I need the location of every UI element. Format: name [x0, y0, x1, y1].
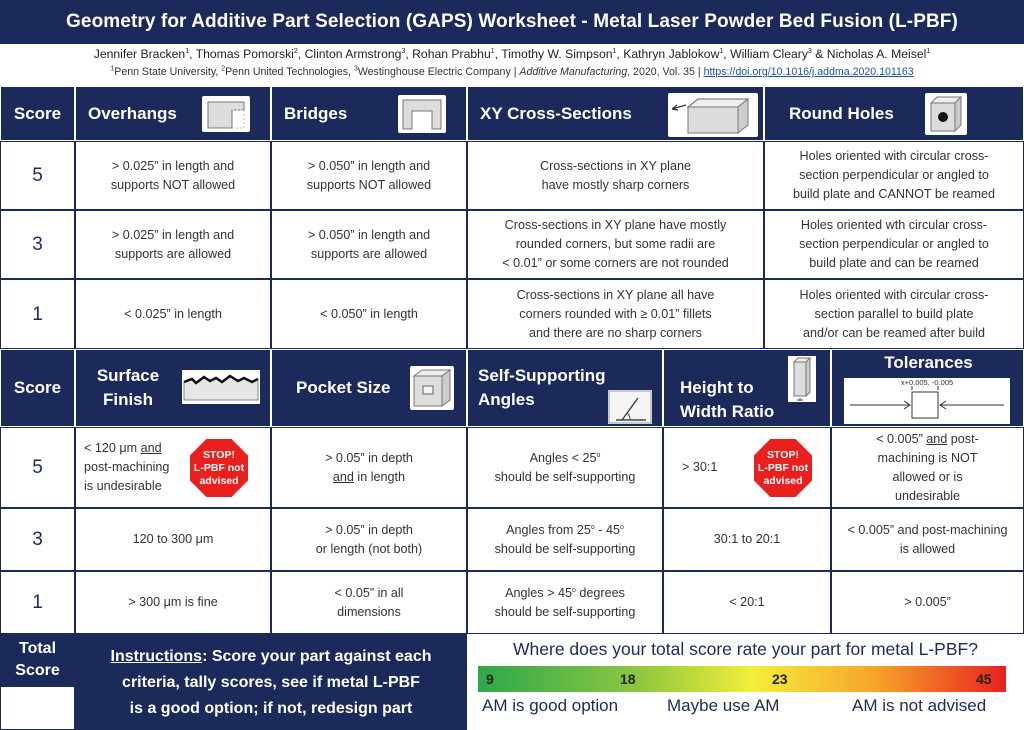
- author-affiliation-sup: 1: [185, 47, 190, 55]
- xy-cross-sections-criterion: [467, 141, 764, 210]
- surface-finish-label-line1: Surface: [96, 366, 160, 385]
- author-name: Thomas Pomorski: [195, 47, 294, 61]
- bridge-icon: [398, 95, 446, 133]
- affiliations: [110, 66, 510, 78]
- score-cell: [0, 279, 75, 349]
- height-width-label-line2: Width Ratio: [680, 402, 775, 421]
- affiliation-name: Penn United Technologies: [225, 66, 349, 78]
- criterion-text-line: dimensions: [337, 604, 401, 619]
- criterion-text-line: section parallel to build plate: [814, 306, 974, 321]
- surface-finish-header: [75, 349, 271, 427]
- round-holes-criterion: [764, 210, 1024, 279]
- criterion-text-line: section perpendicular or angled to: [799, 168, 989, 182]
- stop-sign-line: L-PBF not: [757, 461, 809, 474]
- surface-and: and: [140, 441, 162, 455]
- criterion-text-line: [876, 430, 979, 449]
- total-score-input[interactable]: [0, 686, 75, 730]
- criterion-text-line: machining is NOT: [877, 450, 978, 465]
- criterion-text-line: [84, 439, 162, 458]
- stop-sign-line: STOP!: [767, 448, 799, 461]
- criterion-text-line: < 0.025” in length: [124, 306, 222, 321]
- author-name: Clinton Armstrong: [304, 47, 402, 61]
- surface-finish-criterion: [75, 571, 271, 634]
- tol-and: and: [926, 431, 948, 446]
- self-supporting-label-line1: Self-Supporting: [478, 366, 606, 385]
- round-hole-icon: [925, 93, 967, 135]
- instructions-line3: is a good option; if not, redesign part: [129, 700, 413, 717]
- score-cell: [0, 508, 75, 571]
- affiliation-sup: 3: [353, 65, 358, 73]
- criterion-text-line: build plate and can be reamed: [809, 256, 979, 270]
- criterion-text-line: supports are allowed: [114, 246, 232, 261]
- journal-name: Additive Manufacturing: [519, 66, 628, 78]
- author-affiliation-sup: 1: [719, 47, 724, 55]
- affiliation-separator: ,: [215, 66, 222, 78]
- criterion-text-line: is allowed: [899, 541, 956, 556]
- affiliation-name: Westinghouse Electric Company: [357, 66, 511, 78]
- score-gradient-bar: [478, 666, 1006, 692]
- author-separator: &: [811, 47, 827, 61]
- citation-details: , 2020, Vol. 35 |: [627, 66, 701, 78]
- scale-label-good: AM is good option: [482, 696, 619, 715]
- criterion-text-line: Holes oriented with circular cross-: [799, 149, 989, 163]
- stop-sign-icon: [752, 437, 814, 499]
- criterion-text-line: have mostly sharp corners: [541, 177, 690, 192]
- score-value: 1: [32, 592, 43, 613]
- surface-finish-icon: [182, 370, 260, 404]
- tolerances-header-label: Tolerances: [884, 353, 973, 372]
- criterion-text-line: > 0.005”: [904, 595, 951, 609]
- surface-finish-criterion: [75, 427, 271, 508]
- tolerances-criterion: [831, 427, 1024, 508]
- score-value: 3: [32, 234, 43, 255]
- score-cell: [0, 571, 75, 634]
- criterion-text-line: or length (not both): [315, 541, 423, 556]
- score-value: 3: [32, 529, 43, 550]
- xy-cross-sections-criterion: [467, 210, 764, 279]
- overhangs-header: [75, 86, 271, 141]
- self-supporting-criterion: [467, 427, 663, 508]
- affiliation-sup: 2: [221, 65, 226, 73]
- scale-number-9: 9: [486, 671, 494, 687]
- overhang-icon: [202, 96, 250, 132]
- bridges-criterion: [271, 141, 467, 210]
- pocket-size-header-label: Pocket Size: [296, 378, 391, 397]
- criterion-text-line: supports NOT allowed: [306, 177, 432, 192]
- scale-number-45: 45: [976, 671, 992, 687]
- criterion-text-line: Holes oriented with circular cross-: [799, 287, 989, 302]
- bridges-header: [271, 86, 467, 141]
- overhangs-criterion: [75, 141, 271, 210]
- score-value: 5: [32, 457, 43, 478]
- author-separator: ,: [494, 47, 502, 61]
- ratio-value: < 20:1: [729, 595, 765, 609]
- criterion-text-line: should be self-supporting: [494, 604, 636, 619]
- pocket-size-criterion: [271, 508, 467, 571]
- degree-sup: o: [571, 586, 576, 594]
- criterion-text-line: [530, 449, 601, 468]
- angle-text: Angles from 25: [506, 522, 591, 537]
- degree-sup: o: [596, 451, 601, 459]
- criterion-text-line: build plate and CANNOT be reamed: [792, 187, 996, 201]
- doi-link[interactable]: https://doi.org/10.1016/j.addma.2020.101163: [703, 66, 914, 78]
- criterion-text-line: is undesirable: [84, 479, 162, 493]
- tolerances-criterion: [831, 571, 1024, 634]
- round-holes-criterion: [764, 141, 1024, 210]
- criterion-text-line: 120 to 300 μm: [132, 532, 214, 546]
- criterion-text-line: should be self-supporting: [494, 469, 636, 484]
- score-value: 5: [32, 165, 43, 186]
- instructions-label: Instructions: [110, 648, 203, 665]
- angle-icon: [608, 390, 652, 424]
- pocket-rest: in length: [353, 469, 406, 484]
- round-holes-criterion: [764, 279, 1024, 349]
- tall-part-icon: [788, 356, 816, 402]
- stop-sign-line: advised: [199, 474, 239, 487]
- surface-value: < 120 μm: [84, 441, 138, 455]
- scale-label-maybe: Maybe use AM: [667, 696, 780, 715]
- round-holes-header-label: Round Holes: [789, 103, 894, 123]
- author-list: [0, 44, 1024, 64]
- tol-text: post-: [947, 431, 979, 446]
- angle-text: degrees: [575, 585, 625, 600]
- tolerances-criterion: [831, 508, 1024, 571]
- author-separator: ,: [723, 47, 731, 61]
- criterion-text-line: Cross-sections in XY plane have mostly: [504, 218, 727, 232]
- tolerance-icon: [844, 378, 1010, 424]
- xy-cross-sections-header-label: XY Cross-Sections: [480, 103, 632, 123]
- pocket-size-header: [271, 349, 467, 427]
- total-score-line2: Score: [15, 662, 60, 679]
- ratio-value: > 30:1: [682, 460, 718, 474]
- scale-label-not-advised: AM is not advised: [852, 696, 987, 715]
- score-header-1: [0, 86, 75, 141]
- rating-question: Where does your total score rate your part for metal L-PBF?: [513, 639, 978, 659]
- angle-text: - 45: [594, 522, 620, 537]
- pocket-and: and: [332, 469, 354, 484]
- stop-sign-text: [752, 437, 814, 499]
- author-affiliation-sup: 3: [807, 47, 812, 55]
- author-name: William Cleary: [730, 47, 808, 61]
- author-name: Rohan Prabhu: [412, 47, 491, 61]
- criterion-text-line: < 0.01” or some corners are not rounded: [502, 256, 729, 270]
- criterion-text-line: > 0.05” in depth: [325, 522, 413, 537]
- scale-number-23: 23: [772, 671, 788, 687]
- criterion-text-line: [505, 584, 625, 603]
- pocket-icon: [410, 366, 454, 410]
- surface-finish-criterion: [75, 508, 271, 571]
- criterion-text-line: > 0.050” in length and: [307, 227, 431, 242]
- author-name: Jennifer Bracken: [93, 47, 186, 61]
- xy-cross-section-icon: [668, 93, 758, 137]
- self-supporting-angles-header: [467, 349, 663, 427]
- criterion-text-line: allowed or is: [892, 469, 963, 484]
- criterion-text-line: post-machining: [84, 460, 170, 474]
- author-separator: ,: [189, 47, 196, 61]
- height-width-criterion: [663, 508, 831, 571]
- worksheet-title: Geometry for Additive Part Selection (GAPS) Worksheet - Metal Laser Powder Bed Fusion (L-PBF): [0, 0, 1024, 44]
- author-affiliation-sup: 1: [926, 47, 931, 55]
- pocket-size-criterion: [271, 571, 467, 634]
- bridges-criterion: [271, 210, 467, 279]
- tolerances-header: [831, 349, 1024, 427]
- criterion-text-line: > 0.025” in length and: [111, 227, 235, 242]
- criterion-text-line: and there are no sharp corners: [529, 325, 702, 340]
- self-supporting-label-line2: Angles: [478, 390, 535, 409]
- score-header-label: Score: [13, 103, 62, 123]
- criterion-text-line: Holes oriented wth circular cross-: [800, 218, 988, 232]
- author-affiliation-sup: 1: [612, 47, 617, 55]
- criterion-text-line: supports NOT allowed: [110, 177, 236, 192]
- criterion-text-line: supports are allowed: [310, 246, 428, 261]
- affiliation-line: $^1$Penn State University, $^2$Penn United Technologies, $^3$Westinghouse Electric Company | Additive Manufacturing, 2020, Vol. 35 | https://doi.org/10.1016/j.addma.2020.101163: [110, 65, 914, 78]
- bridges-criterion: [271, 279, 467, 349]
- criterion-text-line: [333, 468, 405, 487]
- total-score-label: [0, 634, 75, 686]
- criterion-text-line: < 0.050” in length: [320, 306, 418, 321]
- height-width-criterion: [663, 571, 831, 634]
- criterion-text-line: undesirable: [894, 488, 961, 503]
- author-separator: ,: [616, 47, 624, 61]
- criterion-text-line: > 300 μm is fine: [128, 595, 218, 609]
- author-separator: ,: [405, 47, 413, 61]
- score-cell: [0, 141, 75, 210]
- score-cell: [0, 427, 75, 508]
- author-affiliation-sup: 2: [293, 47, 298, 55]
- criterion-text-line: rounded corners, but some radii are: [515, 237, 716, 251]
- criterion-text-line: > 0.05” in depth: [325, 450, 413, 465]
- tol-text: < 0.005”: [876, 431, 927, 446]
- score-header-2: [0, 349, 75, 427]
- affiliation-separator: ,: [348, 66, 354, 78]
- round-holes-header: [764, 86, 1024, 141]
- ratio-value: 30:1 to 20:1: [713, 532, 781, 546]
- score-cell: [0, 210, 75, 279]
- author-name: Kathryn Jablokow: [623, 47, 720, 61]
- criterion-text-line: corners rounded with ≥ 0.01” fillets: [519, 306, 712, 321]
- criterion-text-line: Cross-sections in XY plane all have: [516, 287, 715, 302]
- angle-text: Angles > 45: [505, 585, 572, 600]
- self-supporting-criterion: [467, 571, 663, 634]
- stop-sign-icon: [188, 437, 250, 499]
- instructions-line1: : Score your part against each: [202, 648, 432, 665]
- score-value: 1: [32, 303, 43, 325]
- criterion-text-line: < 0.005” and post-machining: [847, 522, 1008, 537]
- xy-cross-sections-criterion: [467, 279, 764, 349]
- author-affiliation-sup: 3: [401, 47, 406, 55]
- angle-text: Angles < 25: [529, 450, 597, 465]
- author-name: Nicholas A. Meisel: [826, 47, 927, 61]
- degree-sup: o: [619, 523, 624, 531]
- criterion-text-line: should be self-supporting: [494, 541, 636, 556]
- overhangs-header-label: Overhangs: [88, 103, 177, 123]
- pocket-size-criterion: [271, 427, 467, 508]
- height-width-ratio-header: [663, 349, 831, 427]
- height-width-label-line1: Height to: [680, 378, 754, 397]
- tolerance-icon-label: x+0.005, -0.005: [900, 378, 954, 387]
- author-name: Timothy W. Simpson: [501, 47, 613, 61]
- total-score-line1: Total: [18, 640, 57, 657]
- surface-finish-label-line2: Finish: [102, 390, 154, 409]
- stop-sign-line: L-PBF not: [193, 461, 245, 474]
- author-affiliation-sup: 1: [490, 47, 495, 55]
- xy-cross-sections-header: [467, 86, 764, 141]
- self-supporting-criterion: [467, 508, 663, 571]
- scale-number-18: 18: [620, 671, 636, 687]
- criterion-text-line: and/or can be reamed after build: [802, 325, 986, 340]
- stop-sign-line: STOP!: [203, 448, 235, 461]
- stop-sign-line: advised: [763, 474, 803, 487]
- criterion-text-line: section perpendicular or angled to: [799, 237, 989, 251]
- affiliation-name: Penn State University: [114, 66, 216, 78]
- criterion-text-line: > 0.025” in length and: [111, 158, 235, 173]
- overhangs-criterion: [75, 279, 271, 349]
- stop-sign-text: [188, 437, 250, 499]
- criterion-text-line: Cross-sections in XY plane: [540, 158, 691, 173]
- instructions-box: [75, 634, 467, 730]
- score-header-label: Score: [13, 378, 62, 397]
- bridges-header-label: Bridges: [284, 103, 348, 123]
- criterion-text-line: [506, 521, 624, 540]
- criterion-text-line: < 0.05” in all: [334, 585, 404, 600]
- overhangs-criterion: [75, 210, 271, 279]
- instructions-line2: criteria, tally scores, see if metal L-PBF: [122, 674, 420, 691]
- height-width-criterion: [663, 427, 831, 508]
- criterion-text-line: > 0.050” in length and: [307, 158, 431, 173]
- author-separator: ,: [297, 47, 305, 61]
- degree-sup: o: [590, 523, 595, 531]
- affiliation-sup: 1: [110, 65, 115, 73]
